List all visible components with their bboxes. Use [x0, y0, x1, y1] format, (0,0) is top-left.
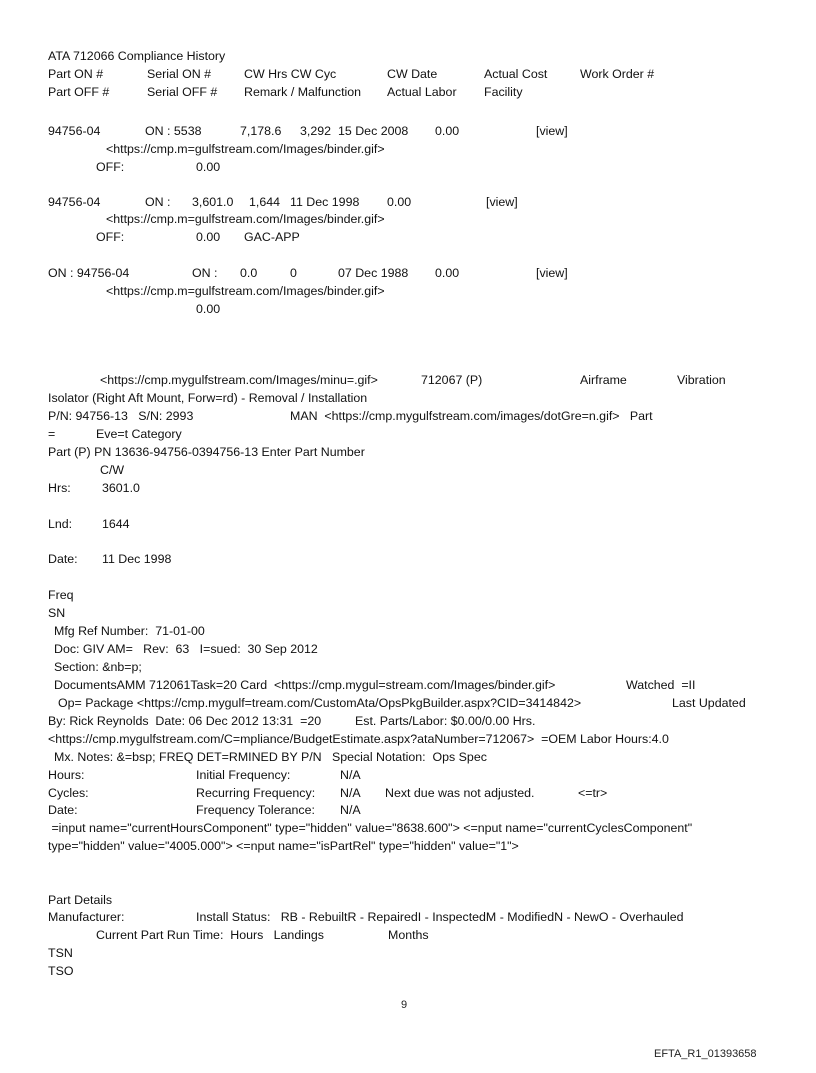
- freq-row-type: Frequency Tolerance:: [196, 803, 315, 817]
- record-on: ON :: [192, 266, 218, 280]
- sn-label: SN: [48, 606, 66, 620]
- freq-row-value: N/A: [340, 803, 361, 817]
- record-cost: 0.00: [435, 266, 460, 280]
- task-id: 712067 (P): [421, 373, 483, 387]
- col-facility: Facility: [484, 85, 523, 99]
- hrs-label: Hrs:: [48, 481, 71, 495]
- record-hrs: 7,178.6: [240, 124, 282, 138]
- hrs-value: 3601.0: [102, 481, 140, 495]
- record-off: OFF:: [96, 230, 125, 244]
- freq-row-label: Date:: [48, 803, 78, 817]
- last-updated-label: Last Updated: [672, 696, 746, 710]
- section-info: Section: &nb=p;: [54, 660, 142, 674]
- record-url[interactable]: <https://cmp.m=gulfstream.com/Images/binder.gif>: [106, 284, 385, 298]
- run-time-label: Current Part Run Time: Hours Landings: [96, 928, 324, 942]
- lnd-value: 1644: [102, 517, 130, 531]
- task-category: Airframe: [580, 373, 627, 387]
- col-actual-cost: Actual Cost: [484, 67, 548, 81]
- record-url[interactable]: <https://cmp.m=gulfstream.com/Images/binder.gif>: [106, 212, 385, 226]
- record-on: ON :: [145, 195, 171, 209]
- date-value: 11 Dec 1998: [102, 552, 172, 566]
- cw-label: C/W: [100, 463, 125, 477]
- mfg-ref: Mfg Ref Number: 71-01-00: [54, 624, 205, 638]
- col-cw-date: CW Date: [387, 67, 438, 81]
- record-cost: 0.00: [387, 195, 412, 209]
- record-part: 94756-04: [48, 124, 101, 138]
- hidden-input-text-2: type="hidden" value="4005.000"> <=nput name="isPartRel" type="hidden" value="1">: [48, 839, 519, 853]
- view-link[interactable]: [view]: [536, 266, 568, 280]
- view-link[interactable]: [view]: [486, 195, 518, 209]
- record-url[interactable]: <https://cmp.m=gulfstream.com/Images/binder.gif>: [106, 142, 385, 156]
- col-serial-off: Serial OFF #: [147, 85, 218, 99]
- record-hrs: 3,601.0: [192, 195, 234, 209]
- hidden-input-text-1: =input name="currentHoursComponent" type="hidden" value="8638.600"> <=nput name="currentCyclesComponent": [48, 821, 693, 835]
- col-part-off: Part OFF #: [48, 85, 110, 99]
- task-eq: =: [48, 427, 56, 441]
- record-hrs: 0.0: [240, 266, 258, 280]
- date-label: Date:: [48, 552, 78, 566]
- event-category: Eve=t Category: [96, 427, 182, 441]
- est-parts-labor: Est. Parts/Labor: $0.00/0.00 Hrs.: [355, 714, 536, 728]
- freq-row-tr: <=tr>: [578, 786, 608, 800]
- col-work-order: Work Order #: [580, 67, 655, 81]
- ops-package-link[interactable]: Op= Package <https://cmp.mygulf=tream.com/CustomAta/OpsPkgBuilder.aspx?CID=3414842>: [58, 696, 582, 710]
- record-date: 15 Dec 2008: [338, 124, 409, 138]
- task-vibration: Vibration: [677, 373, 726, 387]
- col-remark: Remark / Malfunction: [244, 85, 362, 99]
- col-cw-hrs-cyc: CW Hrs CW Cyc: [244, 67, 337, 81]
- record-date: 11 Dec 1998: [290, 195, 360, 209]
- record-cost: 0.00: [435, 124, 460, 138]
- col-part-on: Part ON #: [48, 67, 104, 81]
- record-labor: 0.00: [196, 302, 221, 316]
- enter-part-number: Part (P) PN 13636-94756-0394756-13 Enter Part Number: [48, 445, 365, 459]
- install-status: Install Status: RB - RebuiltR - RepairedI - InspectedM - ModifiedN - NewO - Overhauled: [196, 910, 684, 924]
- record-cyc: 3,292: [300, 124, 332, 138]
- view-link[interactable]: [view]: [536, 124, 568, 138]
- record-part: 94756-04: [48, 195, 101, 209]
- budget-estimate-link[interactable]: <https://cmp.mygulfstream.com/C=mpliance/BudgetEstimate.aspx?ataNumber=712067> =OEM Labor Hours:4.0: [48, 732, 669, 746]
- record-part: ON : 94756-04: [48, 266, 130, 280]
- col-serial-on: Serial ON #: [147, 67, 212, 81]
- record-labor: 0.00: [196, 160, 221, 174]
- minus-icon-link[interactable]: <https://cmp.mygulfstream.com/Images/minu=.gif>: [100, 373, 378, 387]
- document-id: EFTA_R1_01393658: [654, 1048, 757, 1060]
- freq-row-label: Hours:: [48, 768, 85, 782]
- freq-row-type: Recurring Frequency:: [196, 786, 316, 800]
- freq-row-label: Cycles:: [48, 786, 89, 800]
- task-description: Isolator (Right Aft Mount, Forw=rd) - Removal / Installation: [48, 391, 368, 405]
- record-off: OFF:: [96, 160, 125, 174]
- freq-row-type: Initial Frequency:: [196, 768, 291, 782]
- watched-label: Watched =II: [626, 678, 696, 692]
- lnd-label: Lnd:: [48, 517, 73, 531]
- months-label: Months: [388, 928, 429, 942]
- task-man: MAN <https://cmp.mygulfstream.com/images/dotGre=n.gif> Part: [290, 409, 653, 423]
- record-cyc: 1,644: [249, 195, 281, 209]
- tso-label: TSO: [48, 964, 74, 978]
- part-details-title: Part Details: [48, 893, 113, 907]
- tsn-label: TSN: [48, 946, 73, 960]
- manufacturer-label: Manufacturer:: [48, 910, 125, 924]
- record-on: ON : 5538: [145, 124, 202, 138]
- record-cyc: 0: [290, 266, 297, 280]
- freq-row-note: Next due was not adjusted.: [385, 786, 535, 800]
- freq-row-value: N/A: [340, 786, 361, 800]
- documents-link[interactable]: DocumentsAMM 712061Task=20 Card <https://cmp.mygul=stream.com/Images/binder.gif>: [54, 678, 556, 692]
- history-title: ATA 712066 Compliance History: [48, 49, 226, 63]
- col-actual-labor: Actual Labor: [387, 85, 457, 99]
- record-labor: 0.00: [196, 230, 221, 244]
- updated-by: By: Rick Reynolds Date: 06 Dec 2012 13:31 =20: [48, 714, 322, 728]
- mx-notes: Mx. Notes: &=bsp; FREQ DET=RMINED BY P/N Special Notation: Ops Spec: [54, 750, 487, 764]
- task-pn-sn: P/N: 94756-13 S/N: 2993: [48, 409, 194, 423]
- doc-info: Doc: GIV AM= Rev: 63 I=sued: 30 Sep 2012: [54, 642, 318, 656]
- page-number: 9: [401, 999, 408, 1011]
- freq-label: Freq: [48, 588, 74, 602]
- record-facility: GAC-APP: [244, 230, 300, 244]
- record-date: 07 Dec 1988: [338, 266, 409, 280]
- freq-row-value: N/A: [340, 768, 361, 782]
